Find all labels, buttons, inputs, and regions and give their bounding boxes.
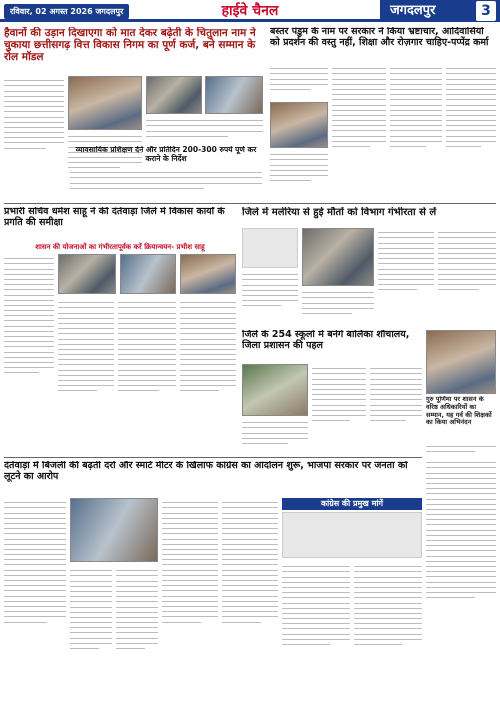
- news-photo: [270, 102, 328, 148]
- section-divider: [4, 203, 496, 204]
- congress-demands-label: कांग्रेस की प्रमुख मांगें: [282, 498, 422, 510]
- page-number: 3: [476, 1, 496, 21]
- news-photo: [302, 228, 374, 286]
- news-photo: [146, 76, 202, 114]
- headline-bastar-pandum: बस्तर पंडुम के नाम पर सरकार ने किया भ्रष्टाचार, आदिवासियों को प्रदर्शन की वस्तु नहीं, शिक्षा और रोज़गार चाहिए-पप्पेंद्र कर्मा: [270, 27, 489, 48]
- text-column: [446, 64, 496, 200]
- news-photo: [426, 330, 496, 394]
- news-photo: [180, 254, 236, 294]
- text-column: [4, 254, 54, 452]
- city-name: जगदलपुर: [390, 3, 436, 18]
- text-column: [270, 150, 328, 200]
- headline-electricity-protest: दंतेवाड़ा में बिजली की बढ़ती दरों और स्मार्ट मीटर के खिलाफ कांग्रेस का आंदोलन शुरू, भाजपा सरकार पर जनता को लूटने का आरोप: [4, 461, 408, 482]
- text-column: [242, 270, 298, 326]
- demands-box: [282, 512, 422, 558]
- text-column: [302, 288, 374, 326]
- text-column: [58, 298, 114, 452]
- text-column: [332, 64, 386, 200]
- text-column: [162, 498, 218, 704]
- text-column: [180, 298, 236, 452]
- highlight-box: [242, 228, 298, 268]
- text-column: [282, 562, 350, 704]
- news-photo: [242, 364, 308, 416]
- date-line: रविवार, 02 अगस्त 2026 जगदलपुर: [4, 4, 129, 19]
- news-photo: [70, 498, 158, 562]
- secretary-subhead: शासन की योजनाओं का गंभीरतापूर्वक करें क्रियान्वयन- प्रभीश साहू: [35, 243, 205, 251]
- text-column: [4, 76, 64, 198]
- text-column: [270, 64, 328, 100]
- masthead: [0, 0, 500, 22]
- text-column: [116, 566, 158, 704]
- text-column: [378, 228, 434, 326]
- text-column: [4, 498, 66, 704]
- headline-secretary-review: प्रभारी सचिव धर्मेश साहू ने की दंतेवाड़ा जिले में विकास कार्यों के प्रगति की समीक्षा: [4, 207, 225, 228]
- text-column: [438, 228, 496, 326]
- headline-loan-repayment: हैवानों की उड़ान दिखाएगा को मात देकर बढ़ेती के चितुलान नाम ने चुकाया छत्तीसगढ़ वित्त विकास निगम का पूर्ण कर्ज, बने सम्मान के रोल मॉडल: [4, 27, 256, 64]
- text-column: [354, 562, 422, 704]
- brand-title: हाईवे चैनल: [221, 3, 279, 19]
- headline-schools-toilets: जिले के 254 स्कूलों में बनेंगे बालिका शौचालय, जिला प्रशासन की पहल: [242, 330, 410, 351]
- training-subhead: व्यावसायिक प्रशिक्षण देने और प्रतिदिन 200-300 रुपये पूर्ण कर कराने के निर्देश: [75, 146, 257, 163]
- text-column: [390, 64, 442, 200]
- guru-pooja-caption: गुरु पूर्णिमा पर शासन के वरिष्ठ अधिकारियों का सम्मान, यह गर्व की शिक्षकों का किया अभिनंदन: [426, 396, 492, 427]
- section-divider: [4, 457, 422, 458]
- text-column: [426, 458, 496, 704]
- text-column: [312, 364, 366, 454]
- text-column: [426, 442, 496, 454]
- news-photo: [205, 76, 263, 114]
- news-photo: [68, 76, 142, 130]
- text-column: [146, 116, 263, 144]
- news-photo: [58, 254, 116, 294]
- text-column: [242, 418, 308, 454]
- text-column: [222, 498, 278, 704]
- news-photo: [120, 254, 176, 294]
- city-banner: [380, 0, 500, 22]
- headline-malaria: जिले में मलेरिया से हुई मौतों को विभाग गंभीरता से लें: [242, 207, 437, 218]
- text-column: [70, 168, 262, 198]
- text-column: [118, 298, 176, 452]
- text-column: [370, 364, 422, 454]
- text-column: [70, 566, 112, 704]
